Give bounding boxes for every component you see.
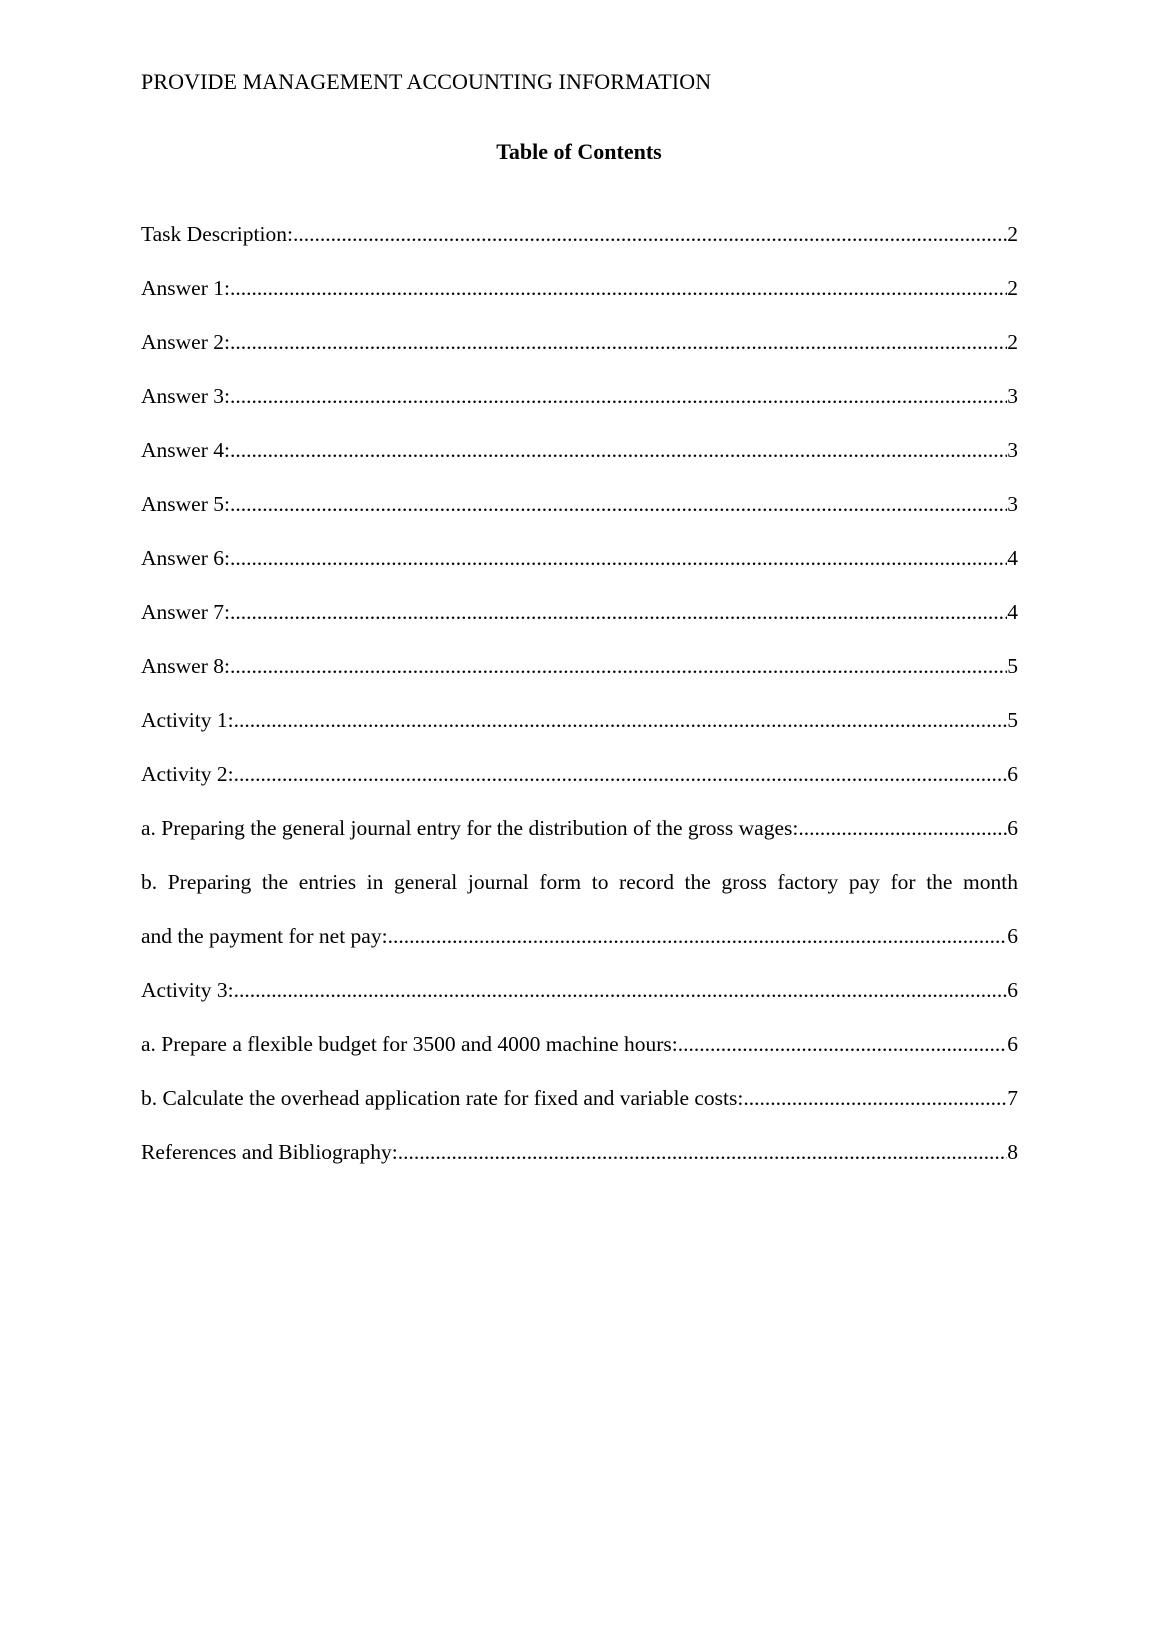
toc-leader-dots [678,1017,1008,1071]
toc-page-number: 7 [1007,1086,1018,1110]
running-header: PROVIDE MANAGEMENT ACCOUNTING INFORMATION [141,69,712,94]
toc-entry-label: Answer 5: [141,492,230,516]
toc-leader-dots [230,639,1007,693]
toc-entry-activity-1[interactable] [141,693,1018,747]
toc-entry-label-line-2: and the payment for net pay: [141,924,388,948]
toc-page-number: 2 [1007,222,1018,246]
toc-leader-dots [293,207,1007,261]
toc-entry-label: a. Prepare a flexible budget for 3500 and 4000 machine hours: [141,1032,678,1056]
toc-entry-label: a. Preparing the general journal entry for the distribution of the gross wages: [141,816,799,840]
toc-entry-label: Answer 7: [141,600,230,624]
toc-page-number: 5 [1007,654,1018,678]
toc-page-number: 6 [1007,924,1018,948]
toc-entry-label: Task Description: [141,222,293,246]
toc-entry-label: Activity 1: [141,708,234,732]
table-of-contents [141,207,1018,1179]
toc-page-number: 4 [1007,600,1018,624]
toc-entry-activity-2[interactable] [141,747,1018,801]
toc-entry-activity-2a[interactable] [141,801,1018,855]
toc-page-number: 3 [1007,492,1018,516]
toc-entry-answer-8[interactable] [141,639,1018,693]
toc-entry-answer-6[interactable] [141,531,1018,585]
toc-entry-answer-1[interactable] [141,261,1018,315]
toc-page-number: 2 [1007,276,1018,300]
toc-entry-activity-3a[interactable] [141,1017,1018,1071]
toc-leader-dots [234,747,1008,801]
toc-leader-dots [234,963,1008,1017]
toc-leader-dots [798,801,1007,855]
toc-entry-second-line [141,909,1018,963]
toc-entry-label: Activity 3: [141,978,234,1002]
toc-entry-answer-4[interactable] [141,423,1018,477]
toc-entry-answer-2[interactable] [141,315,1018,369]
toc-entry-activity-3b[interactable] [141,1071,1018,1125]
toc-entry-label: References and Bibliography: [141,1140,398,1164]
toc-entry-task-description[interactable] [141,207,1018,261]
toc-leader-dots [743,1071,1007,1125]
toc-entry-label: Answer 3: [141,384,230,408]
toc-entry-label: Activity 2: [141,762,234,786]
toc-leader-dots [388,909,1008,963]
toc-entry-answer-5[interactable] [141,477,1018,531]
toc-leader-dots [230,261,1007,315]
toc-entry-label: b. Calculate the overhead application rate for fixed and variable costs: [141,1086,744,1110]
toc-entry-label: Answer 4: [141,438,230,462]
toc-page-number: 8 [1007,1140,1018,1164]
toc-leader-dots [398,1125,1008,1179]
toc-entry-answer-3[interactable] [141,369,1018,423]
toc-page-number: 2 [1007,330,1018,354]
toc-page-number: 6 [1007,1032,1018,1056]
toc-entry-label: Answer 8: [141,654,230,678]
toc-page-number: 6 [1007,762,1018,786]
toc-entry-activity-2b[interactable] [141,855,1018,963]
toc-entry-label: Answer 1: [141,276,230,300]
toc-leader-dots [230,423,1007,477]
toc-page-number: 4 [1007,546,1018,570]
toc-leader-dots [230,315,1007,369]
toc-page-number: 6 [1007,816,1018,840]
toc-entry-label-line-1: b. Preparing the entries in general journal form to record the gross factory pay for the month [141,870,1018,894]
toc-leader-dots [230,369,1007,423]
toc-leader-dots [230,477,1007,531]
toc-leader-dots [230,585,1007,639]
toc-leader-dots [230,531,1007,585]
toc-leader-dots [234,693,1008,747]
toc-entry-references[interactable] [141,1125,1018,1179]
toc-page-number: 3 [1007,384,1018,408]
toc-page-number: 6 [1007,978,1018,1002]
toc-page-number: 3 [1007,438,1018,462]
toc-entry-answer-7[interactable] [141,585,1018,639]
toc-page-number: 5 [1007,708,1018,732]
toc-entry-activity-3[interactable] [141,963,1018,1017]
toc-entry-label: Answer 2: [141,330,230,354]
toc-title: Table of Contents [496,139,662,164]
toc-entry-label: Answer 6: [141,546,230,570]
